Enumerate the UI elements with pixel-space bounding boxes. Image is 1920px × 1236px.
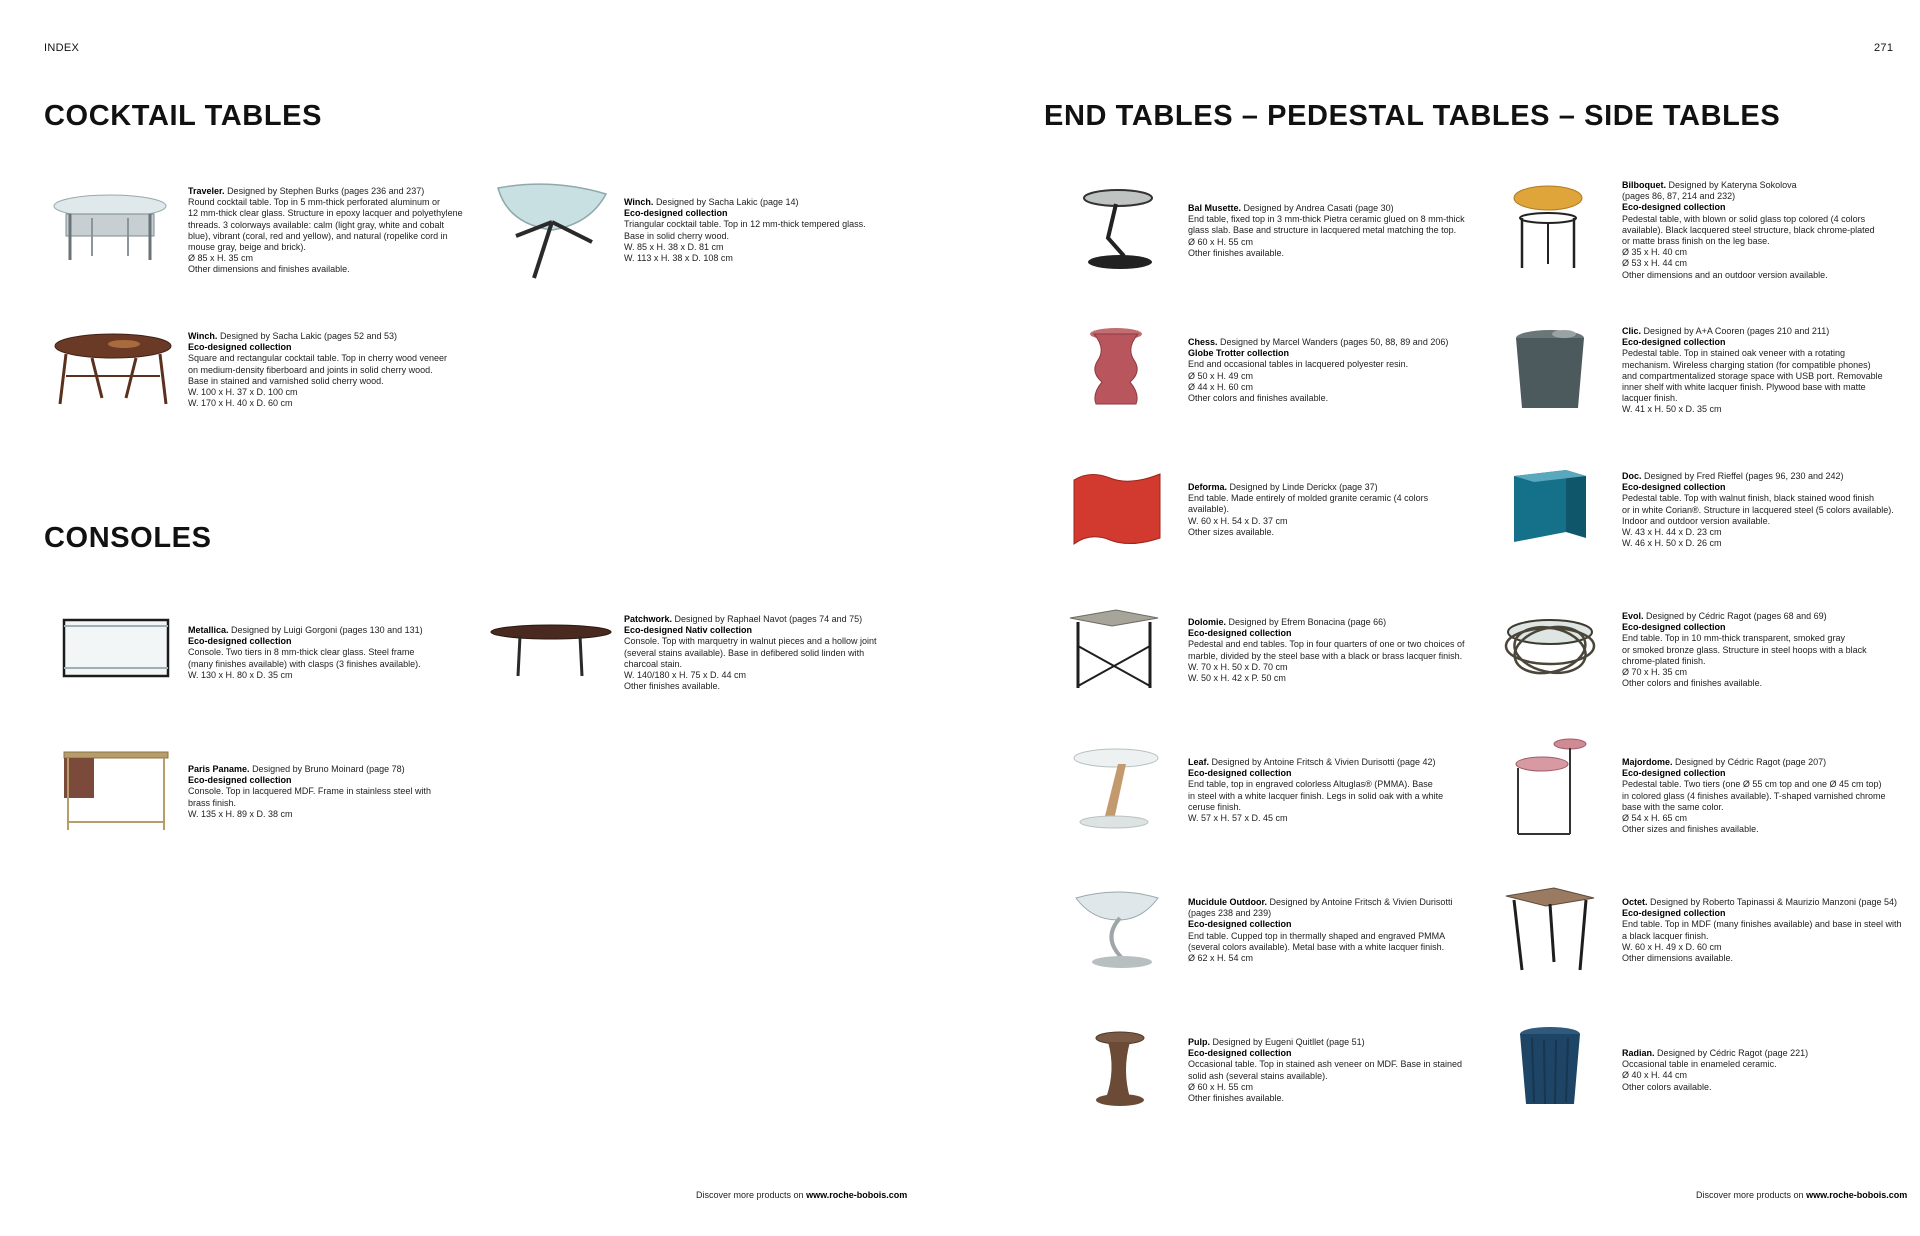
footer-right <box>1696 1190 1907 1200</box>
product-desc-line: glass slab. Base and structure in lacquered metal matching the top. <box>1188 225 1457 236</box>
product-desc-line: (many finishes available) with clasps (3 finishes available). <box>188 658 421 669</box>
product-designer-cont: (pages 238 and 239) <box>1188 908 1272 919</box>
product-name: Majordome. <box>1622 757 1673 767</box>
product-name: Bal Musette. <box>1188 203 1242 213</box>
product-desc-line: in colored glass (4 finishes available). T-shaped varnished chrome <box>1622 790 1886 801</box>
product-desc-line: and compartmentalized storage space with USB port. Removable <box>1622 370 1883 381</box>
product-desc-line: W. 43 x H. 44 x D. 23 cm <box>1622 527 1722 538</box>
metallica-thumbnail <box>60 616 172 682</box>
product-designer: Designed by Stephen Burks (pages 236 and 237) <box>227 186 425 196</box>
product-designer: Designed by Sacha Lakic (pages 52 and 53) <box>219 331 398 341</box>
product-designer: Designed by Fred Rieffel (pages 96, 230 and 242) <box>1644 471 1844 481</box>
product-desc-line: Triangular cocktail table. Top in 12 mm-thick tempered glass. <box>624 219 866 230</box>
product-collection: Globe Trotter collection <box>1188 348 1290 359</box>
product-desc-line: W. 100 x H. 37 x D. 100 cm <box>188 387 298 398</box>
product-designer: Designed by A+A Cooren (pages 210 and 211) <box>1643 326 1830 336</box>
product-desc-line: threads. 3 colorways available: calm (light gray, white and cobalt <box>188 219 444 230</box>
clic-thumbnail <box>1510 328 1588 414</box>
product-designer: Designed by Eugeni Quitllet (page 51) <box>1212 1037 1365 1047</box>
product-desc-line: W. 135 x H. 89 x D. 38 cm <box>188 808 293 819</box>
product-collection: Eco-designed collection <box>1622 768 1726 779</box>
product-desc-line: W. 50 x H. 42 x P. 50 cm <box>1188 673 1286 684</box>
product-doc <box>1622 471 1894 549</box>
product-desc-line: Ø 40 x H. 44 cm <box>1622 1070 1688 1081</box>
product-desc-line: (several colors available). Metal base with a white lacquer finish. <box>1188 941 1445 952</box>
product-collection: Eco-designed collection <box>188 636 292 647</box>
dolomie-thumbnail <box>1066 606 1162 692</box>
product-desc-line: W. 46 x H. 50 x D. 26 cm <box>1622 538 1722 549</box>
product-collection: Eco-designed collection <box>1188 768 1292 779</box>
product-name: Deforma. <box>1188 482 1228 492</box>
product-dolomie <box>1188 617 1465 684</box>
product-name: Metallica. <box>188 625 229 635</box>
product-desc-line: available). <box>1188 504 1230 515</box>
product-desc-line: Square and rectangular cocktail table. Top in cherry wood veneer <box>188 353 447 364</box>
product-desc-line: Ø 60 x H. 55 cm <box>1188 236 1254 247</box>
product-designer-cont: (pages 86, 87, 214 and 232) <box>1622 191 1736 202</box>
product-mucidule <box>1188 897 1452 964</box>
product-designer: Designed by Marcel Wanders (pages 50, 88, 89 and 206) <box>1220 337 1449 347</box>
product-radian <box>1622 1048 1808 1093</box>
product-name: Octet. <box>1622 897 1648 907</box>
footer-link[interactable]: www.roche-bobois.com <box>806 1190 908 1200</box>
product-desc-line: Ø 50 x H. 49 cm <box>1188 370 1254 381</box>
product-desc-line: on medium-density fiberboard and joints in solid cherry wood. <box>188 364 433 375</box>
product-collection: Eco-designed collection <box>1622 908 1726 919</box>
product-chess <box>1188 337 1448 404</box>
product-name: Pulp. <box>1188 1037 1210 1047</box>
page-number: 271 <box>1874 42 1894 54</box>
product-desc-line: Ø 44 x H. 60 cm <box>1188 381 1254 392</box>
majordome-thumbnail <box>1510 736 1590 840</box>
product-collection: Eco-designed collection <box>1622 337 1726 348</box>
traveler-thumbnail <box>52 192 168 266</box>
product-desc-line: Other finishes available. <box>1188 247 1285 258</box>
product-designer: Designed by Raphael Navot (pages 74 and 75) <box>674 614 863 624</box>
product-desc-line: Other finishes available. <box>624 681 721 692</box>
product-name: Clic. <box>1622 326 1642 336</box>
product-designer: Designed by Antoine Fritsch & Vivien Durisotti <box>1269 897 1453 907</box>
pulp-thumbnail <box>1090 1030 1150 1110</box>
product-desc-line: marble, divided by the steel base with a black or brass lacquer finish. <box>1188 650 1463 661</box>
product-desc-line: or matte brass finish on the leg base. <box>1622 236 1770 247</box>
product-collection: Eco-designed collection <box>1622 202 1726 213</box>
product-desc-line: brass finish. <box>188 797 237 808</box>
product-desc-line: mouse gray, beige and brick). <box>188 242 306 253</box>
product-collection: Eco-designed collection <box>624 208 728 219</box>
product-desc-line: Pedestal table, with blown or solid glass top colored (4 colors <box>1622 213 1866 224</box>
footer-link[interactable]: www.roche-bobois.com <box>1806 1190 1908 1200</box>
product-pulp <box>1188 1037 1462 1104</box>
product-winch-glass <box>624 197 866 264</box>
product-designer: Designed by Efrem Bonacina (page 66) <box>1228 617 1387 627</box>
bal-musette-thumbnail <box>1078 188 1160 272</box>
product-desc-line: Base in stained and varnished solid cherry wood. <box>188 375 384 386</box>
product-leaf <box>1188 757 1443 824</box>
product-winch-wood <box>188 331 447 409</box>
product-clic <box>1622 326 1883 416</box>
octet-thumbnail <box>1502 886 1598 972</box>
product-designer: Designed by Andrea Casati (page 30) <box>1243 203 1394 213</box>
product-designer: Designed by Linde Derickx (page 37) <box>1229 482 1378 492</box>
product-designer: Designed by Cédric Ragot (pages 68 and 69) <box>1646 611 1827 621</box>
mucidule-thumbnail <box>1072 888 1162 970</box>
product-name: Dolomie. <box>1188 617 1227 627</box>
product-desc-line: Other sizes available. <box>1188 526 1275 537</box>
product-designer: Designed by Kateryna Sokolova <box>1668 180 1797 190</box>
product-name: Bilboquet. <box>1622 180 1666 190</box>
product-desc-line: Pedestal table. Top with walnut finish, black stained wood finish <box>1622 493 1874 504</box>
product-desc-line: W. 60 x H. 49 x D. 60 cm <box>1622 941 1722 952</box>
product-name: Patchwork. <box>624 614 673 624</box>
section-title-end-tables: END TABLES – PEDESTAL TABLES – SIDE TABLES <box>1044 100 1781 132</box>
product-desc-line: a black lacquer finish. <box>1622 930 1709 941</box>
product-paris-paname <box>188 764 431 820</box>
product-desc-line: Console. Top with marquetry in walnut pieces and a hollow joint <box>624 636 877 647</box>
product-desc-line: base with the same color. <box>1622 801 1724 812</box>
product-designer: Designed by Antoine Fritsch & Vivien Durisotti (page 42) <box>1211 757 1436 767</box>
product-desc-line: charcoal stain. <box>624 658 683 669</box>
deforma-thumbnail <box>1070 468 1164 550</box>
product-desc-line: W. 85 x H. 38 x D. 81 cm <box>624 241 724 252</box>
product-desc-line: (several stains available). Base in defibered solid linden with <box>624 647 865 658</box>
footer-text: Discover more products on <box>1696 1190 1804 1200</box>
product-desc-line: End and occasional tables in lacquered polyester resin. <box>1188 359 1409 370</box>
product-metallica <box>188 625 423 681</box>
product-collection: Eco-designed Nativ collection <box>624 625 753 636</box>
product-octet <box>1622 897 1901 964</box>
product-desc-line: in steel with a white lacquer finish. Legs in solid oak with a white <box>1188 790 1444 801</box>
product-desc-line: Other finishes available. <box>1188 1093 1285 1104</box>
product-majordome <box>1622 757 1885 835</box>
product-designer: Designed by Sacha Lakic (page 14) <box>655 197 799 207</box>
winch-glass-thumbnail <box>494 180 610 280</box>
product-desc-line: Console. Two tiers in 8 mm-thick clear glass. Steel frame <box>188 647 415 658</box>
product-desc-line: Pedestal and end tables. Top in four quarters of one or two choices of <box>1188 639 1465 650</box>
product-designer: Designed by Cédric Ragot (page 221) <box>1657 1048 1809 1058</box>
product-desc-line: End table. Cupped top in thermally shaped and engraved PMMA <box>1188 930 1446 941</box>
product-desc-line: Pedestal table. Two tiers (one Ø 55 cm top and one Ø 45 cm top) <box>1622 779 1882 790</box>
product-designer: Designed by Cédric Ragot (page 207) <box>1675 757 1827 767</box>
product-desc-line: Ø 35 x H. 40 cm <box>1622 247 1688 258</box>
product-desc-line: Other sizes and finishes available. <box>1622 824 1759 835</box>
product-desc-line: W. 41 x H. 50 x D. 35 cm <box>1622 404 1722 415</box>
product-desc-line: or in white Corian®. Structure in lacquered steel (5 colors available). <box>1622 504 1894 515</box>
product-desc-line: chrome-plated finish. <box>1622 655 1706 666</box>
product-desc-line: Other colors available. <box>1622 1081 1712 1092</box>
product-desc-line: W. 130 x H. 80 x D. 35 cm <box>188 669 293 680</box>
chess-thumbnail <box>1086 326 1146 410</box>
running-header: INDEX <box>44 42 80 54</box>
product-desc-line: Base in solid cherry wood. <box>624 230 730 241</box>
product-desc-line: lacquer finish. <box>1622 393 1678 404</box>
product-desc-line: ceruse finish. <box>1188 801 1242 812</box>
product-desc-line: W. 140/180 x H. 75 x D. 44 cm <box>624 670 747 681</box>
product-desc-line: End table. Top in MDF (many finishes available) and base in steel with <box>1622 919 1902 930</box>
doc-thumbnail <box>1510 468 1590 550</box>
product-desc-line: End table. Top in 10 mm-thick transparent, smoked gray <box>1622 633 1845 644</box>
product-desc-line: Ø 60 x H. 55 cm <box>1188 1081 1254 1092</box>
product-collection: Eco-designed collection <box>1188 1048 1292 1059</box>
product-patchwork <box>624 614 876 692</box>
product-desc-line: Ø 54 x H. 65 cm <box>1622 813 1688 824</box>
footer-text: Discover more products on <box>696 1190 804 1200</box>
product-desc-line: Occasional table. Top in stained ash veneer on MDF. Base in stained <box>1188 1059 1462 1070</box>
product-collection: Eco-designed collection <box>188 342 292 353</box>
product-desc-line: or smoked bronze glass. Structure in steel hoops with a black <box>1622 644 1867 655</box>
winch-wood-thumbnail <box>52 332 174 406</box>
product-desc-line: Other dimensions and an outdoor version available. <box>1622 269 1828 280</box>
product-name: Evol. <box>1622 611 1644 621</box>
product-desc-line: Ø 62 x H. 54 cm <box>1188 953 1254 964</box>
product-desc-line: Round cocktail table. Top in 5 mm-thick perforated aluminum or <box>188 197 440 208</box>
product-desc-line: Other colors and finishes available. <box>1188 393 1329 404</box>
product-name: Chess. <box>1188 337 1218 347</box>
product-desc-line: Other dimensions and finishes available. <box>188 264 350 275</box>
product-desc-line: W. 113 x H. 38 x D. 108 cm <box>624 253 733 264</box>
product-evol <box>1622 611 1867 689</box>
product-name: Leaf. <box>1188 757 1210 767</box>
product-desc-line: 12 mm-thick clear glass. Structure in epoxy lacquer and polyethylene <box>188 208 463 219</box>
leaf-thumbnail <box>1070 746 1162 830</box>
product-designer: Designed by Luigi Gorgoni (pages 130 and 131) <box>231 625 423 635</box>
product-collection: Eco-designed collection <box>1188 628 1292 639</box>
product-desc-line: Ø 85 x H. 35 cm <box>188 253 254 264</box>
product-desc-line: Occasional table in enameled ceramic. <box>1622 1059 1777 1070</box>
product-designer: Designed by Roberto Tapinassi & Maurizio Manzoni (page 54) <box>1650 897 1897 907</box>
bilboquet-thumbnail <box>1508 184 1590 272</box>
section-title-cocktail: COCKTAIL TABLES <box>44 100 323 132</box>
product-name: Winch. <box>624 197 654 207</box>
product-designer: Designed by Bruno Moinard (page 78) <box>252 764 405 774</box>
product-desc-line: available). Black lacquered steel structure, black chrome-plated <box>1622 224 1875 235</box>
product-desc-line: solid ash (several stains available). <box>1188 1070 1328 1081</box>
product-collection: Eco-designed collection <box>1622 482 1726 493</box>
product-desc-line: End table, fixed top in 3 mm-thick Pietra ceramic glued on 8 mm-thick <box>1188 214 1465 225</box>
product-desc-line: Pedestal table. Top in stained oak veneer with a rotating <box>1622 348 1845 359</box>
product-name: Winch. <box>188 331 218 341</box>
product-name: Mucidule Outdoor. <box>1188 897 1267 907</box>
product-deforma <box>1188 482 1428 538</box>
product-desc-line: mechanism. Wireless charging station (for compatible phones) <box>1622 359 1871 370</box>
product-bilboquet <box>1622 180 1875 281</box>
radian-thumbnail <box>1516 1026 1584 1110</box>
product-desc-line: Other colors and finishes available. <box>1622 678 1763 689</box>
product-collection: Eco-designed collection <box>1622 622 1726 633</box>
product-desc-line: Console. Top in lacquered MDF. Frame in stainless steel with <box>188 786 431 797</box>
product-desc-line: Ø 53 x H. 44 cm <box>1622 258 1688 269</box>
evol-thumbnail <box>1502 610 1598 682</box>
product-name: Traveler. <box>188 186 225 196</box>
product-desc-line: W. 170 x H. 40 x D. 60 cm <box>188 398 293 409</box>
product-desc-line: Ø 70 x H. 35 cm <box>1622 667 1688 678</box>
patchwork-thumbnail <box>490 622 612 678</box>
product-desc-line: Other dimensions available. <box>1622 953 1734 964</box>
product-desc-line: End table, top in engraved colorless Altuglas® (PMMA). Base <box>1188 779 1433 790</box>
product-bal-musette <box>1188 203 1465 259</box>
product-desc-line: W. 70 x H. 50 x D. 70 cm <box>1188 661 1288 672</box>
product-desc-line: Indoor and outdoor version available. <box>1622 515 1771 526</box>
product-desc-line: blue), vibrant (coral, red and yellow), and natural (ropelike cord in <box>188 230 448 241</box>
product-desc-line: W. 57 x H. 57 x D. 45 cm <box>1188 813 1288 824</box>
product-name: Radian. <box>1622 1048 1655 1058</box>
product-desc-line: End table. Made entirely of molded granite ceramic (4 colors <box>1188 493 1429 504</box>
product-traveler <box>188 186 463 276</box>
footer-left <box>696 1190 907 1200</box>
product-collection: Eco-designed collection <box>188 775 292 786</box>
paris-paname-thumbnail <box>60 748 172 834</box>
product-name: Doc. <box>1622 471 1642 481</box>
product-desc-line: W. 60 x H. 54 x D. 37 cm <box>1188 515 1288 526</box>
product-collection: Eco-designed collection <box>1188 919 1292 930</box>
product-name: Paris Paname. <box>188 764 250 774</box>
section-title-consoles: CONSOLES <box>44 522 212 554</box>
product-desc-line: inner shelf with white lacquer finish. Plywood base with matte <box>1622 382 1866 393</box>
